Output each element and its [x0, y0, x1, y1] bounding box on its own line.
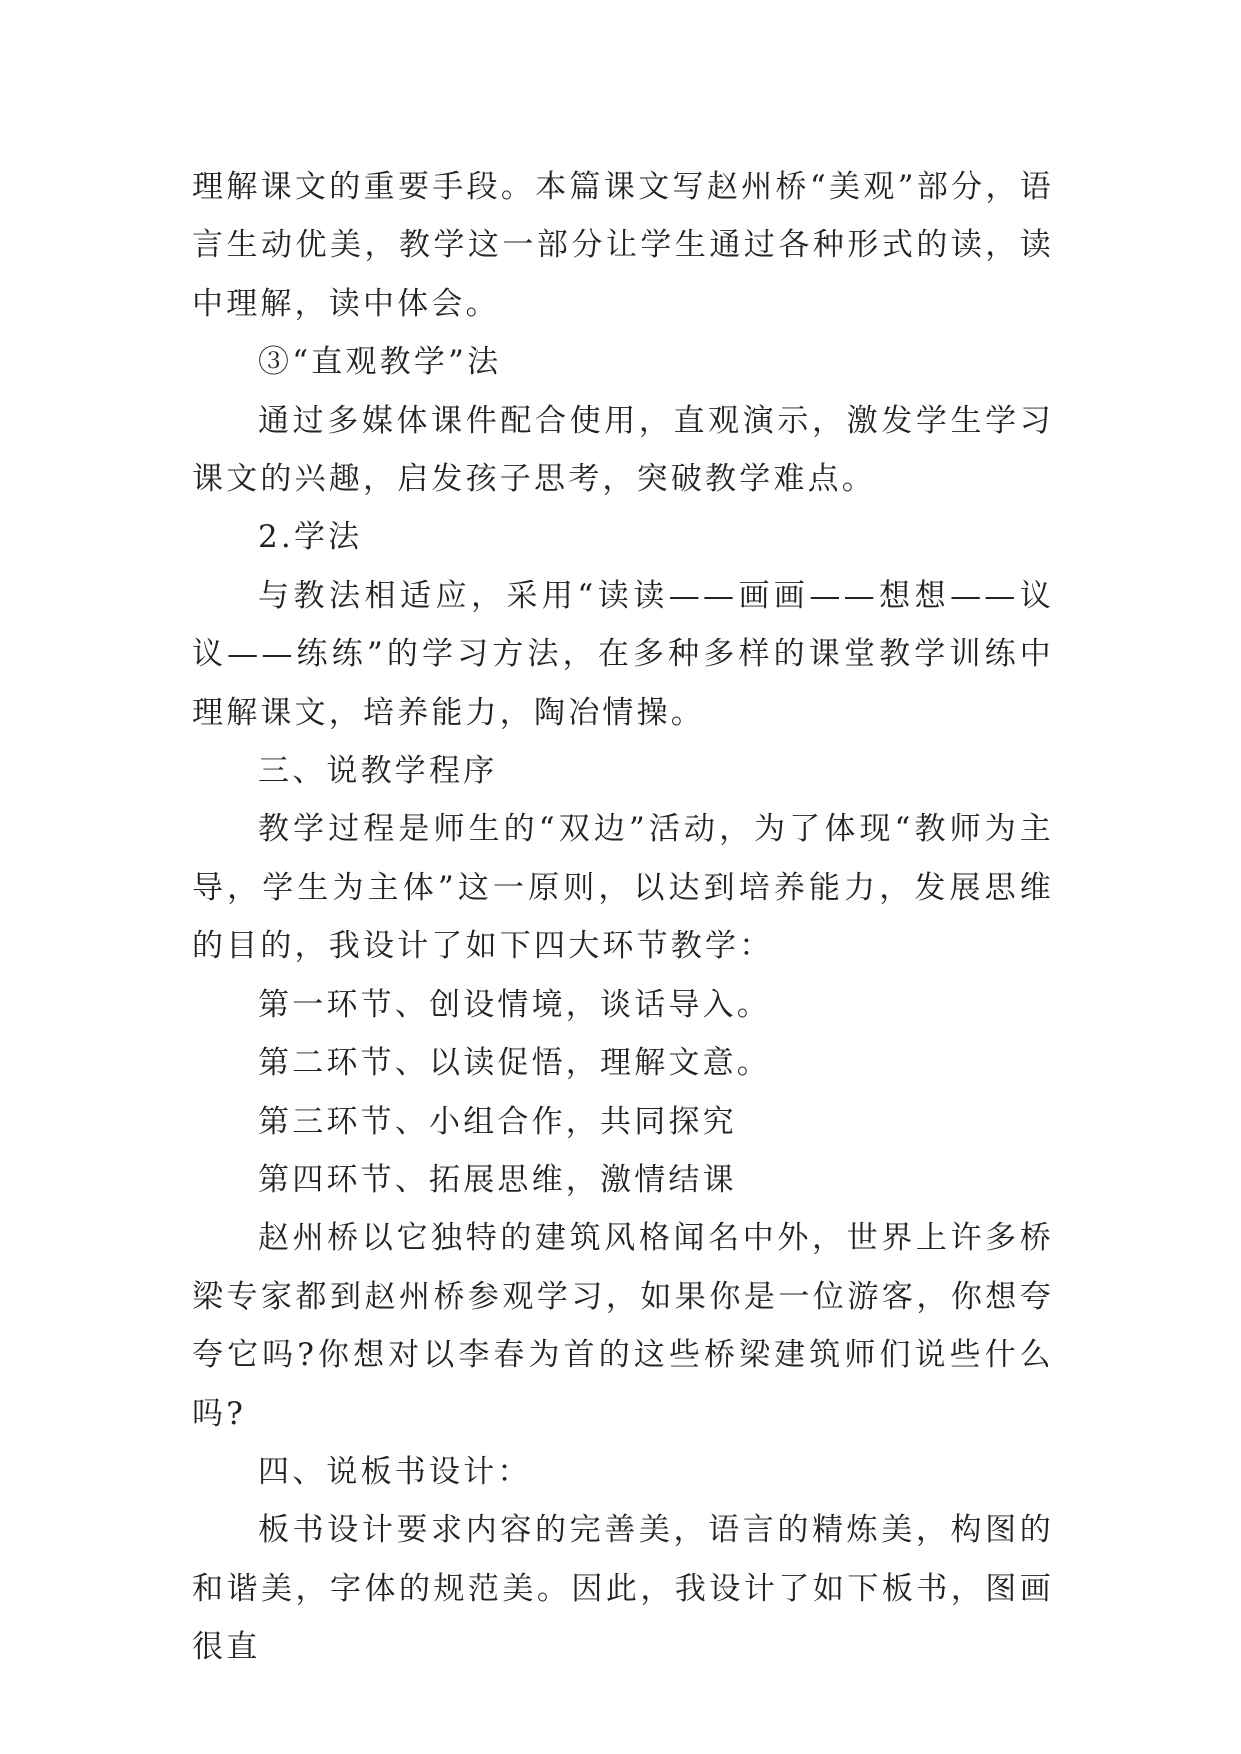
paragraph: 2.学法 [258, 519, 363, 556]
paragraph: 第三环节、小组合作，共同探究 [258, 1103, 737, 1140]
paragraph: ③“直观教学”法 [258, 344, 502, 381]
paragraph: 与教法相适应，采用“读读——画画——想想——议议——练练”的学习方法，在多种多样的课堂教学训练中理解课文，培养能力，陶冶情操。 [192, 577, 1054, 731]
paragraph: 理解课文的重要手段。本篇课文写赵州桥“美观”部分，语言生动优美，教学这一部分让学生通过各种形式的读，读中理解，读中体会。 [192, 169, 1054, 322]
document-body [192, 158, 1054, 1677]
paragraph: 板书设计要求内容的完善美，语言的精炼美，构图的和谐美，字体的规范美。因此，我设计了如下板书，图画很直 [192, 1512, 1054, 1666]
paragraph: 四、说板书设计： [258, 1453, 532, 1490]
paragraph: 赵州桥以它独特的建筑风格闻名中外，世界上许多桥梁专家都到赵州桥参观学习，如果你是一位游客，你想夸夸它吗?你想对以李春为首的这些桥梁建筑师们说些什么吗? [192, 1220, 1054, 1432]
paragraph: 三、说教学程序 [258, 753, 498, 790]
paragraph: 第二环节、以读促悟，理解文意。 [258, 1045, 771, 1082]
paragraph: 通过多媒体课件配合使用，直观演示，激发学生学习课文的兴趣，启发孩子思考，突破教学难点。 [192, 402, 1054, 498]
paragraph: 第一环节、创设情境，谈话导入。 [258, 986, 771, 1023]
paragraph: 教学过程是师生的“双边”活动，为了体现“教师为主导，学生为主体”这一原则，以达到培养能力，发展思维的目的，我设计了如下四大环节教学： [192, 811, 1054, 965]
paragraph: 第四环节、拓展思维，激情结课 [258, 1161, 737, 1198]
